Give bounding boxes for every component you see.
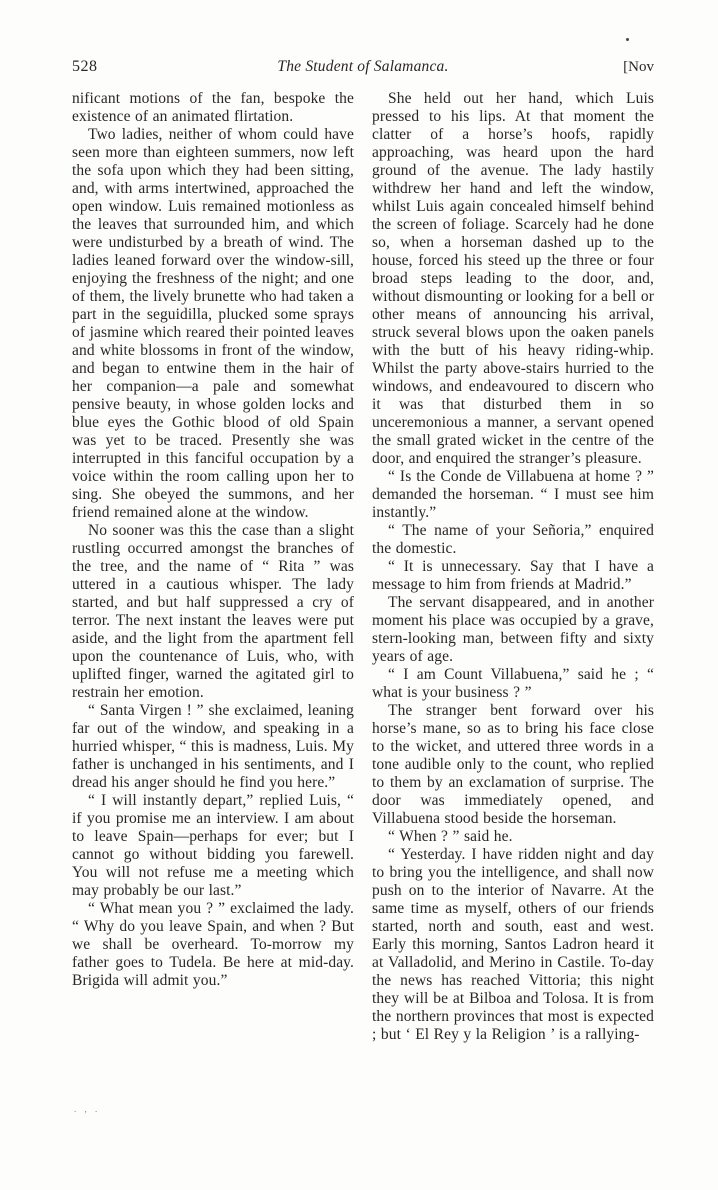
paragraph: Two ladies, neither of whom could have seen more than eighteen summers, now left the sofa upon which they had been sitting, and, with arms intertwined, approached the open window. Luis remained motionless as the leaves that surrounded him, and which were undisturbed by a breath of wind. The ladies leaned forward over the window-sill, enjoying the freshness of the night; and one of them, the lively brunette who had taken a part in the seguidilla, plucked some sprays of jasmine which reared their pointed leaves and white blossoms in front of the window, and began to entwine them in the hair of her companion—a pale and somewhat pensive beauty, in whose golden locks and blue eyes the Gothic blood of old Spain was yet to be traced. Presently she was interrupted in this fanciful occupation by a voice within the room calling upon her to sing. She obeyed the summons, and her friend remained alone at the window. xyxy=(72,126,354,521)
paragraph: “ I am Count Villabuena,” said he ; “ what is your business ? ” xyxy=(372,666,654,701)
running-title: The Student of Salamanca. xyxy=(277,58,449,75)
paragraph: The servant disappeared, and in another moment his place was occupied by a grave, stern-looking man, between fifty and sixty years of age. xyxy=(372,594,654,665)
paragraph: No sooner was this the case than a slight rustling occurred amongst the branches of the tree, and the name of “ Rita ” was uttered in a cautious whisper. The lady started, and but half suppressed a cry of terror. The next instant the leaves were put aside, and the light from the apartment fell upon the countenance of Luis, who, with uplifted finger, warned the agitated girl to restrain her emotion. xyxy=(72,522,354,701)
scan-smudge: . , . xyxy=(74,1104,101,1114)
paragraph: “ When ? ” said he. xyxy=(388,828,513,845)
paragraph: “ The name of your Señoria,” enquired the domestic. xyxy=(372,522,654,557)
page-number: 528 xyxy=(72,58,98,75)
paragraph: “ Yesterday. I have ridden night and day to bring you the intelligence, and shall now push on to the interior of Navarre. At the same time as myself, others of our friends started, north and south, east and west. Early this morning, Santos Ladron heard it at Valladolid, and Merino in Castile. To-day the news has reached Vittoria; this night they will be at Bilboa and Tolosa. It is from the northern provinces that most is expected ; but ‘ El Rey y la Religion ’ is a rallying- xyxy=(372,846,654,1043)
paragraph: The stranger bent forward over his horse’s mane, so as to bring his face close to the wicket, and uttered three words in a tone audible only to the count, who replied to them by an exclamation of surprise. The door was immediately opened, and Villabuena stood beside the horseman. xyxy=(372,702,654,827)
left-column xyxy=(72,90,354,1044)
text-columns xyxy=(72,90,654,1044)
paragraph: “ What mean you ? ” exclaimed the lady. “ Why do you leave Spain, and when ? But we shall be overheard. To-morrow my father goes to Tudela. Be here at mid-day. Brigida will admit you.” xyxy=(72,900,354,989)
paragraph: “ Is the Conde de Villabuena at home ? ” demanded the horseman. “ I must see him instantly.” xyxy=(372,468,654,521)
paragraph: She held out her hand, which Luis pressed to his lips. At that moment the clatter of a horse’s hoofs, rapidly approaching, was heard upon the hard ground of the avenue. The lady hastily withdrew her hand and left the window, whilst Luis again concealed himself behind the screen of foliage. Scarcely had he done so, when a horseman dashed up to the house, forced his steed up the three or four broad steps leading to the door, and, without dismounting or looking for a bell or other means of announcing his arrival, struck several blows upon the oaken panels with the butt of his heavy riding-whip. Whilst the party above-stairs hurried to the windows, and endeavoured to discern who it was that disturbed them in so unceremonious a manner, a servant opened the small grated wicket in the centre of the door, and enquired the stranger’s pleasure. xyxy=(372,90,654,467)
scan-speck xyxy=(626,38,629,41)
right-column xyxy=(372,90,654,1044)
paragraph: “ Santa Virgen ! ” she exclaimed, leaning far out of the window, and speaking in a hurried whisper, “ this is madness, Luis. My father is unchanged in his sentiments, and I dread his anger should he find you here.” xyxy=(72,702,354,791)
paragraph: nificant motions of the fan, bespoke the existence of an animated flirtation. xyxy=(72,90,354,125)
paragraph: “ It is unnecessary. Say that I have a message to him from friends at Madrid.” xyxy=(372,558,654,593)
page-header xyxy=(72,58,654,76)
paragraph: “ I will instantly depart,” replied Luis, “ if you promise me an interview. I am about to leave Spain—perhaps for ever; but I cannot go without bidding you farewell. You will not refuse me a meeting which may probably be our last.” xyxy=(72,792,354,899)
issue-month-label: [Nov xyxy=(623,59,654,75)
